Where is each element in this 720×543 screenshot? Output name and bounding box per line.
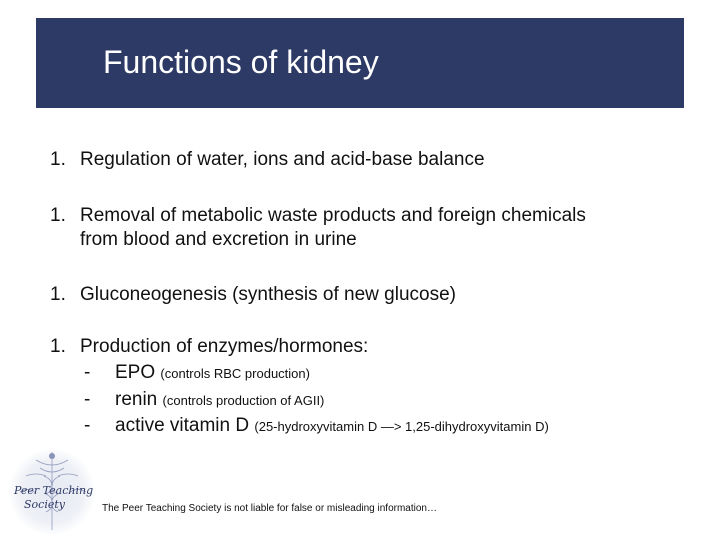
list-number: 1. (50, 149, 66, 170)
sub-item-renin (84, 389, 324, 412)
dash-bullet: - (84, 362, 91, 383)
slide-title: Functions of kidney (103, 44, 379, 80)
sub-item-main: active vitamin D (115, 415, 250, 436)
caduceus-icon (6, 446, 98, 538)
list-number: 1. (50, 284, 66, 305)
list-text: Removal of metabolic waste products and foreign chemicals from blood and excretion in urine (80, 205, 586, 250)
sub-item-note: (controls RBC production) (160, 366, 310, 381)
sub-item-note: (25-hydroxyvitamin D —> 1,25-dihydroxyvitamin D) (254, 419, 549, 434)
list-text: Gluconeogenesis (synthesis of new glucose) (80, 284, 456, 305)
dash-bullet: - (84, 415, 91, 436)
list-text: Production of enzymes/hormones: (80, 336, 369, 357)
list-text: Regulation of water, ions and acid-base balance (80, 149, 485, 170)
sub-item-note: (controls production of AGII) (162, 393, 325, 408)
sub-item-main: EPO (115, 362, 156, 383)
sub-item-main: renin (115, 389, 158, 410)
disclaimer-footer: The Peer Teaching Society is not liable for false or misleading information… (102, 503, 437, 514)
logo-text-line2: Society (24, 498, 65, 511)
sub-item-vitamin-d (84, 415, 549, 438)
dash-bullet: - (84, 389, 91, 410)
peer-teaching-society-logo (6, 446, 98, 538)
list-number: 1. (50, 336, 66, 357)
list-number: 1. (50, 205, 66, 226)
logo-text-line1: Peer Teaching (14, 484, 94, 497)
title-bar (36, 18, 684, 108)
sub-item-epo (84, 362, 310, 385)
